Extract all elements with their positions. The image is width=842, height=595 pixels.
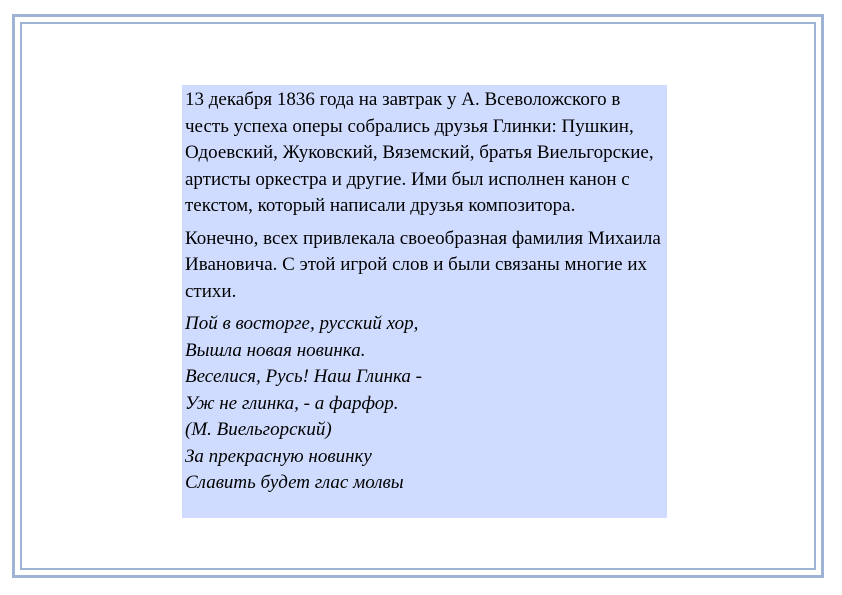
verse-block xyxy=(185,311,667,497)
text-box xyxy=(182,85,667,518)
verse-author: (М. Виельгорский) xyxy=(185,419,332,440)
paragraph-surname: Конечно, всех привлекала своеобразная фамилия Михаила Ивановича. С этой игрой слов и были связаны многие их стихи. xyxy=(185,227,661,302)
paragraph-history: 13 декабря 1836 года на завтрак у А. Всеволожского в честь успеха оперы собрались друзья Глинки: Пушкин, Одоевский, Жуковский, Вяземский, братья Виельгорские, артисты оркестра и другие. Ими был исполнен канон с текстом, который написали друзья композитора. xyxy=(185,89,654,216)
verse-line: За прекрасную новинку xyxy=(185,445,372,467)
verse-line: Веселися, Русь! Наш Глинка - xyxy=(185,366,422,387)
verse-line: Вышла новая новинка. xyxy=(185,339,366,361)
verse-line: Славить будет глас молвы xyxy=(185,472,404,493)
verse-line: Уж не глинка, - а фарфор. xyxy=(185,392,399,414)
verse-line: Пой в восторге, русский хор, xyxy=(185,313,419,334)
